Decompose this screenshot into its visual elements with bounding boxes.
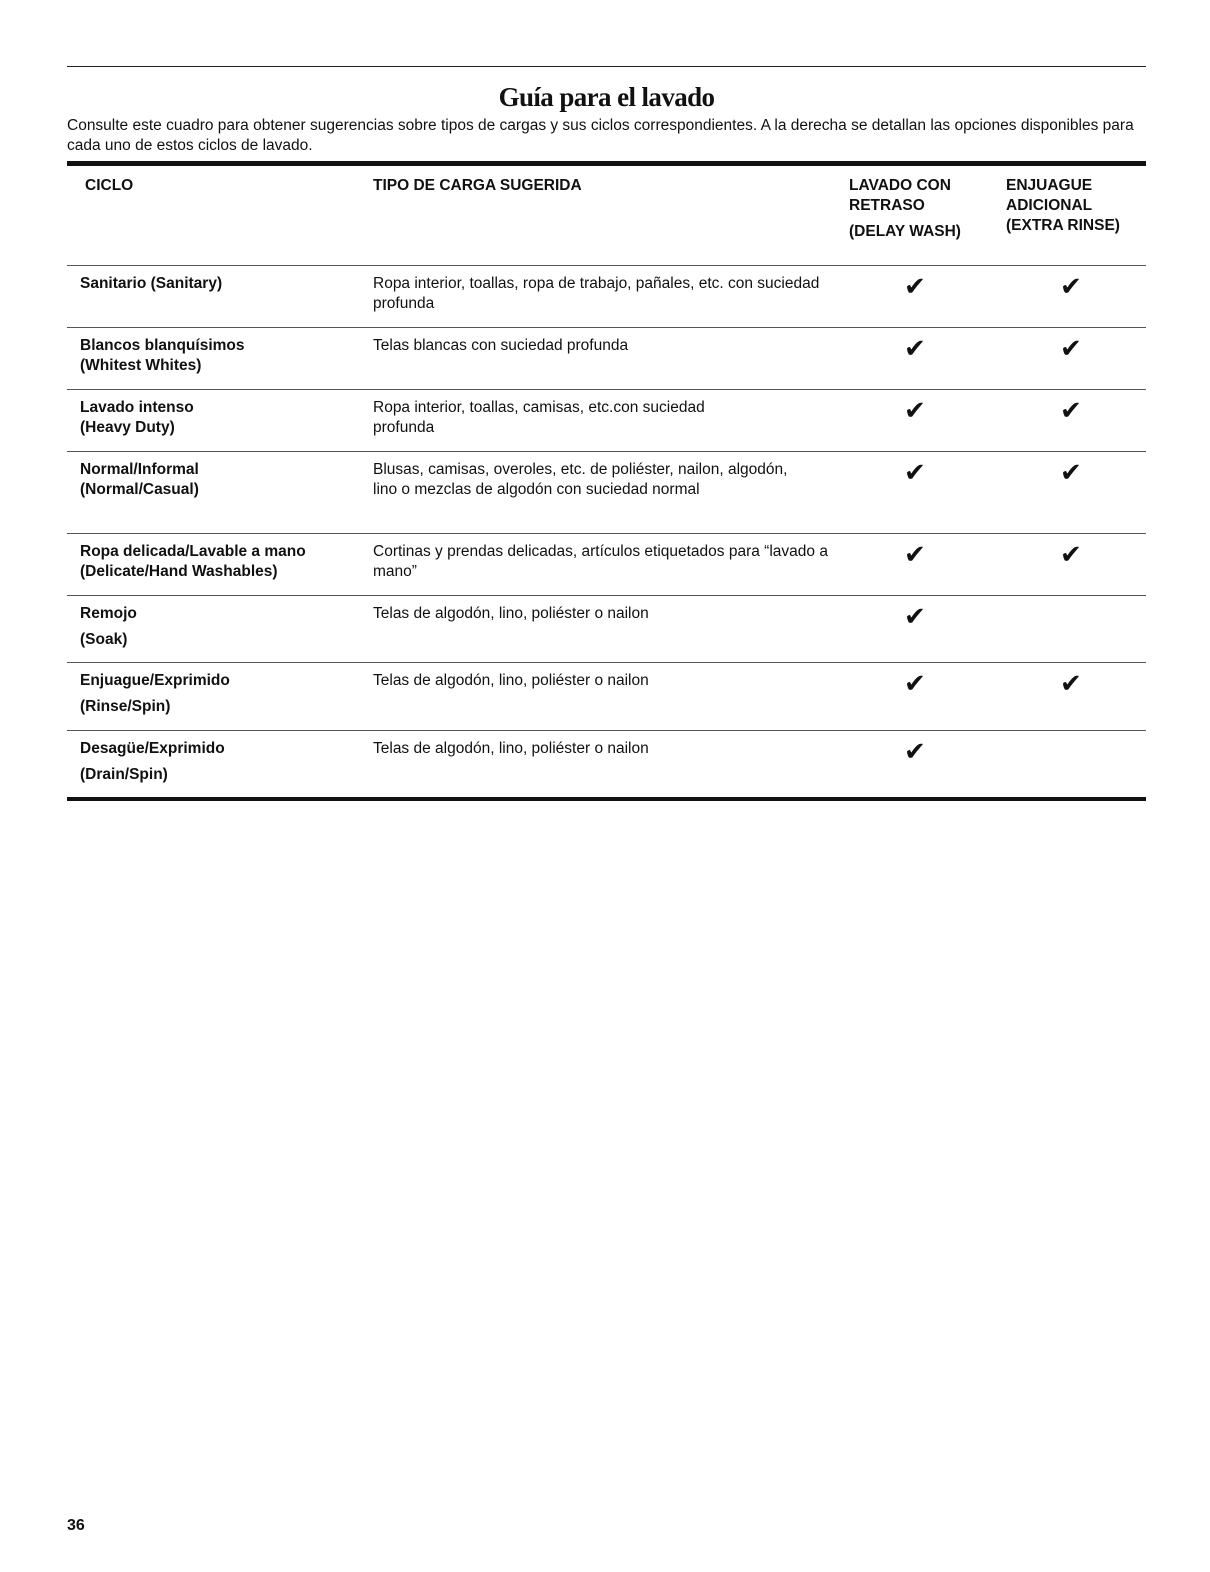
table-row — [67, 534, 1146, 596]
row-cycle-name: Desagüe/Exprimido — [80, 740, 225, 757]
row-cycle-name: Remojo — [80, 605, 137, 622]
row-extra-rinse — [1006, 271, 1146, 327]
row-cycle — [67, 336, 373, 389]
table-header-row — [67, 166, 1146, 266]
header-load-type: TIPO DE CARGA SUGERIDA — [373, 177, 582, 194]
row-load-type: Telas de algodón, lino, poliéster o nailon — [373, 605, 649, 622]
header-cycle: CICLO — [85, 177, 134, 194]
check-icon: ✔ — [904, 539, 926, 569]
check-icon: ✔ — [1060, 333, 1082, 363]
header-delay-wash — [849, 176, 1006, 265]
row-load-type: Ropa interior, toallas, ropa de trabajo, pañales, etc. con suciedad profunda — [373, 275, 820, 312]
row-cycle — [67, 398, 373, 451]
row-delay-wash — [849, 736, 1006, 797]
wash-guide-table — [67, 161, 1146, 801]
row-delay-wash — [849, 539, 1006, 595]
row-load-type: Cortinas y prendas delicadas, artículos etiquetados para “lavado a mano” — [373, 543, 828, 580]
row-cycle-name: Normal/Informal — [80, 461, 199, 478]
row-cycle-english: (Normal/Casual) — [80, 481, 199, 498]
intro-paragraph: Consulte este cuadro para obtener sugerencias sobre tipos de cargas y sus ciclos correspondientes. A la derecha se detallan las opciones disponibles para cada uno de estos ciclos de lavado. — [67, 117, 1134, 154]
row-delay-wash — [849, 668, 1006, 730]
page-number: 36 — [67, 1517, 85, 1534]
table-row — [67, 731, 1146, 797]
row-extra-rinse — [1006, 395, 1146, 451]
row-cycle-english: (Heavy Duty) — [80, 419, 175, 436]
check-icon: ✔ — [904, 271, 926, 301]
row-cycle-english: (Whitest Whites) — [80, 357, 202, 374]
table-row — [67, 266, 1146, 328]
check-icon: ✔ — [904, 736, 926, 766]
row-extra-rinse — [1006, 457, 1146, 533]
row-extra-rinse — [1006, 604, 1146, 662]
row-extra-rinse — [1006, 333, 1146, 389]
header-extra-rinse: ENJUAGUE ADICIONAL (EXTRA RINSE) — [1006, 177, 1120, 234]
row-cycle — [67, 460, 373, 533]
row-extra-rinse — [1006, 739, 1146, 797]
check-icon: ✔ — [1060, 668, 1082, 698]
check-icon: ✔ — [1060, 271, 1082, 301]
row-cycle-name: Lavado intenso — [80, 399, 194, 416]
row-delay-wash — [849, 395, 1006, 451]
table-row — [67, 596, 1146, 663]
row-load-type: Telas de algodón, lino, poliéster o nailon — [373, 740, 649, 757]
row-extra-rinse — [1006, 668, 1146, 730]
header-delay-wash-label: LAVADO CON RETRASO — [849, 177, 951, 214]
check-icon: ✔ — [1060, 395, 1082, 425]
check-icon: ✔ — [1060, 457, 1082, 487]
row-cycle-english: (Soak) — [80, 631, 128, 648]
row-cycle — [67, 739, 373, 797]
row-cycle-name: Enjuague/Exprimido — [80, 672, 230, 689]
row-delay-wash — [849, 601, 1006, 662]
table-row — [67, 390, 1146, 452]
row-delay-wash — [849, 271, 1006, 327]
row-cycle — [67, 604, 373, 662]
table-row — [67, 663, 1146, 731]
row-load-type: Ropa interior, toallas, camisas, etc.con suciedad profunda — [373, 399, 705, 436]
check-icon: ✔ — [904, 668, 926, 698]
row-cycle — [67, 671, 373, 730]
row-load-type: Telas de algodón, lino, poliéster o nailon — [373, 672, 649, 689]
row-load-type: Telas blancas con suciedad profunda — [373, 337, 629, 354]
header-delay-wash-english: (DELAY WASH) — [849, 223, 961, 240]
row-cycle-english: (Rinse/Spin) — [80, 698, 171, 715]
check-icon: ✔ — [904, 395, 926, 425]
row-load-type: Blusas, camisas, overoles, etc. de poliéster, nailon, algodón, lino o mezclas de algodón con suciedad normal — [373, 461, 788, 498]
row-cycle-english: (Drain/Spin) — [80, 766, 168, 783]
row-cycle — [67, 274, 373, 327]
row-cycle-name: Ropa delicada/Lavable a mano — [80, 543, 306, 560]
page-title: Guía para el lavado — [498, 82, 715, 112]
check-icon: ✔ — [904, 457, 926, 487]
check-icon: ✔ — [904, 333, 926, 363]
check-icon: ✔ — [904, 601, 926, 631]
row-delay-wash — [849, 333, 1006, 389]
row-extra-rinse — [1006, 539, 1146, 595]
row-cycle-name: Blancos blanquísimos — [80, 337, 245, 354]
top-rule — [67, 66, 1146, 67]
row-cycle-name: Sanitario (Sanitary) — [80, 275, 223, 292]
row-delay-wash — [849, 457, 1006, 533]
table-row — [67, 328, 1146, 390]
check-icon: ✔ — [1060, 539, 1082, 569]
table-row — [67, 452, 1146, 534]
row-cycle-english: (Delicate/Hand Washables) — [80, 563, 278, 580]
row-cycle — [67, 542, 373, 595]
